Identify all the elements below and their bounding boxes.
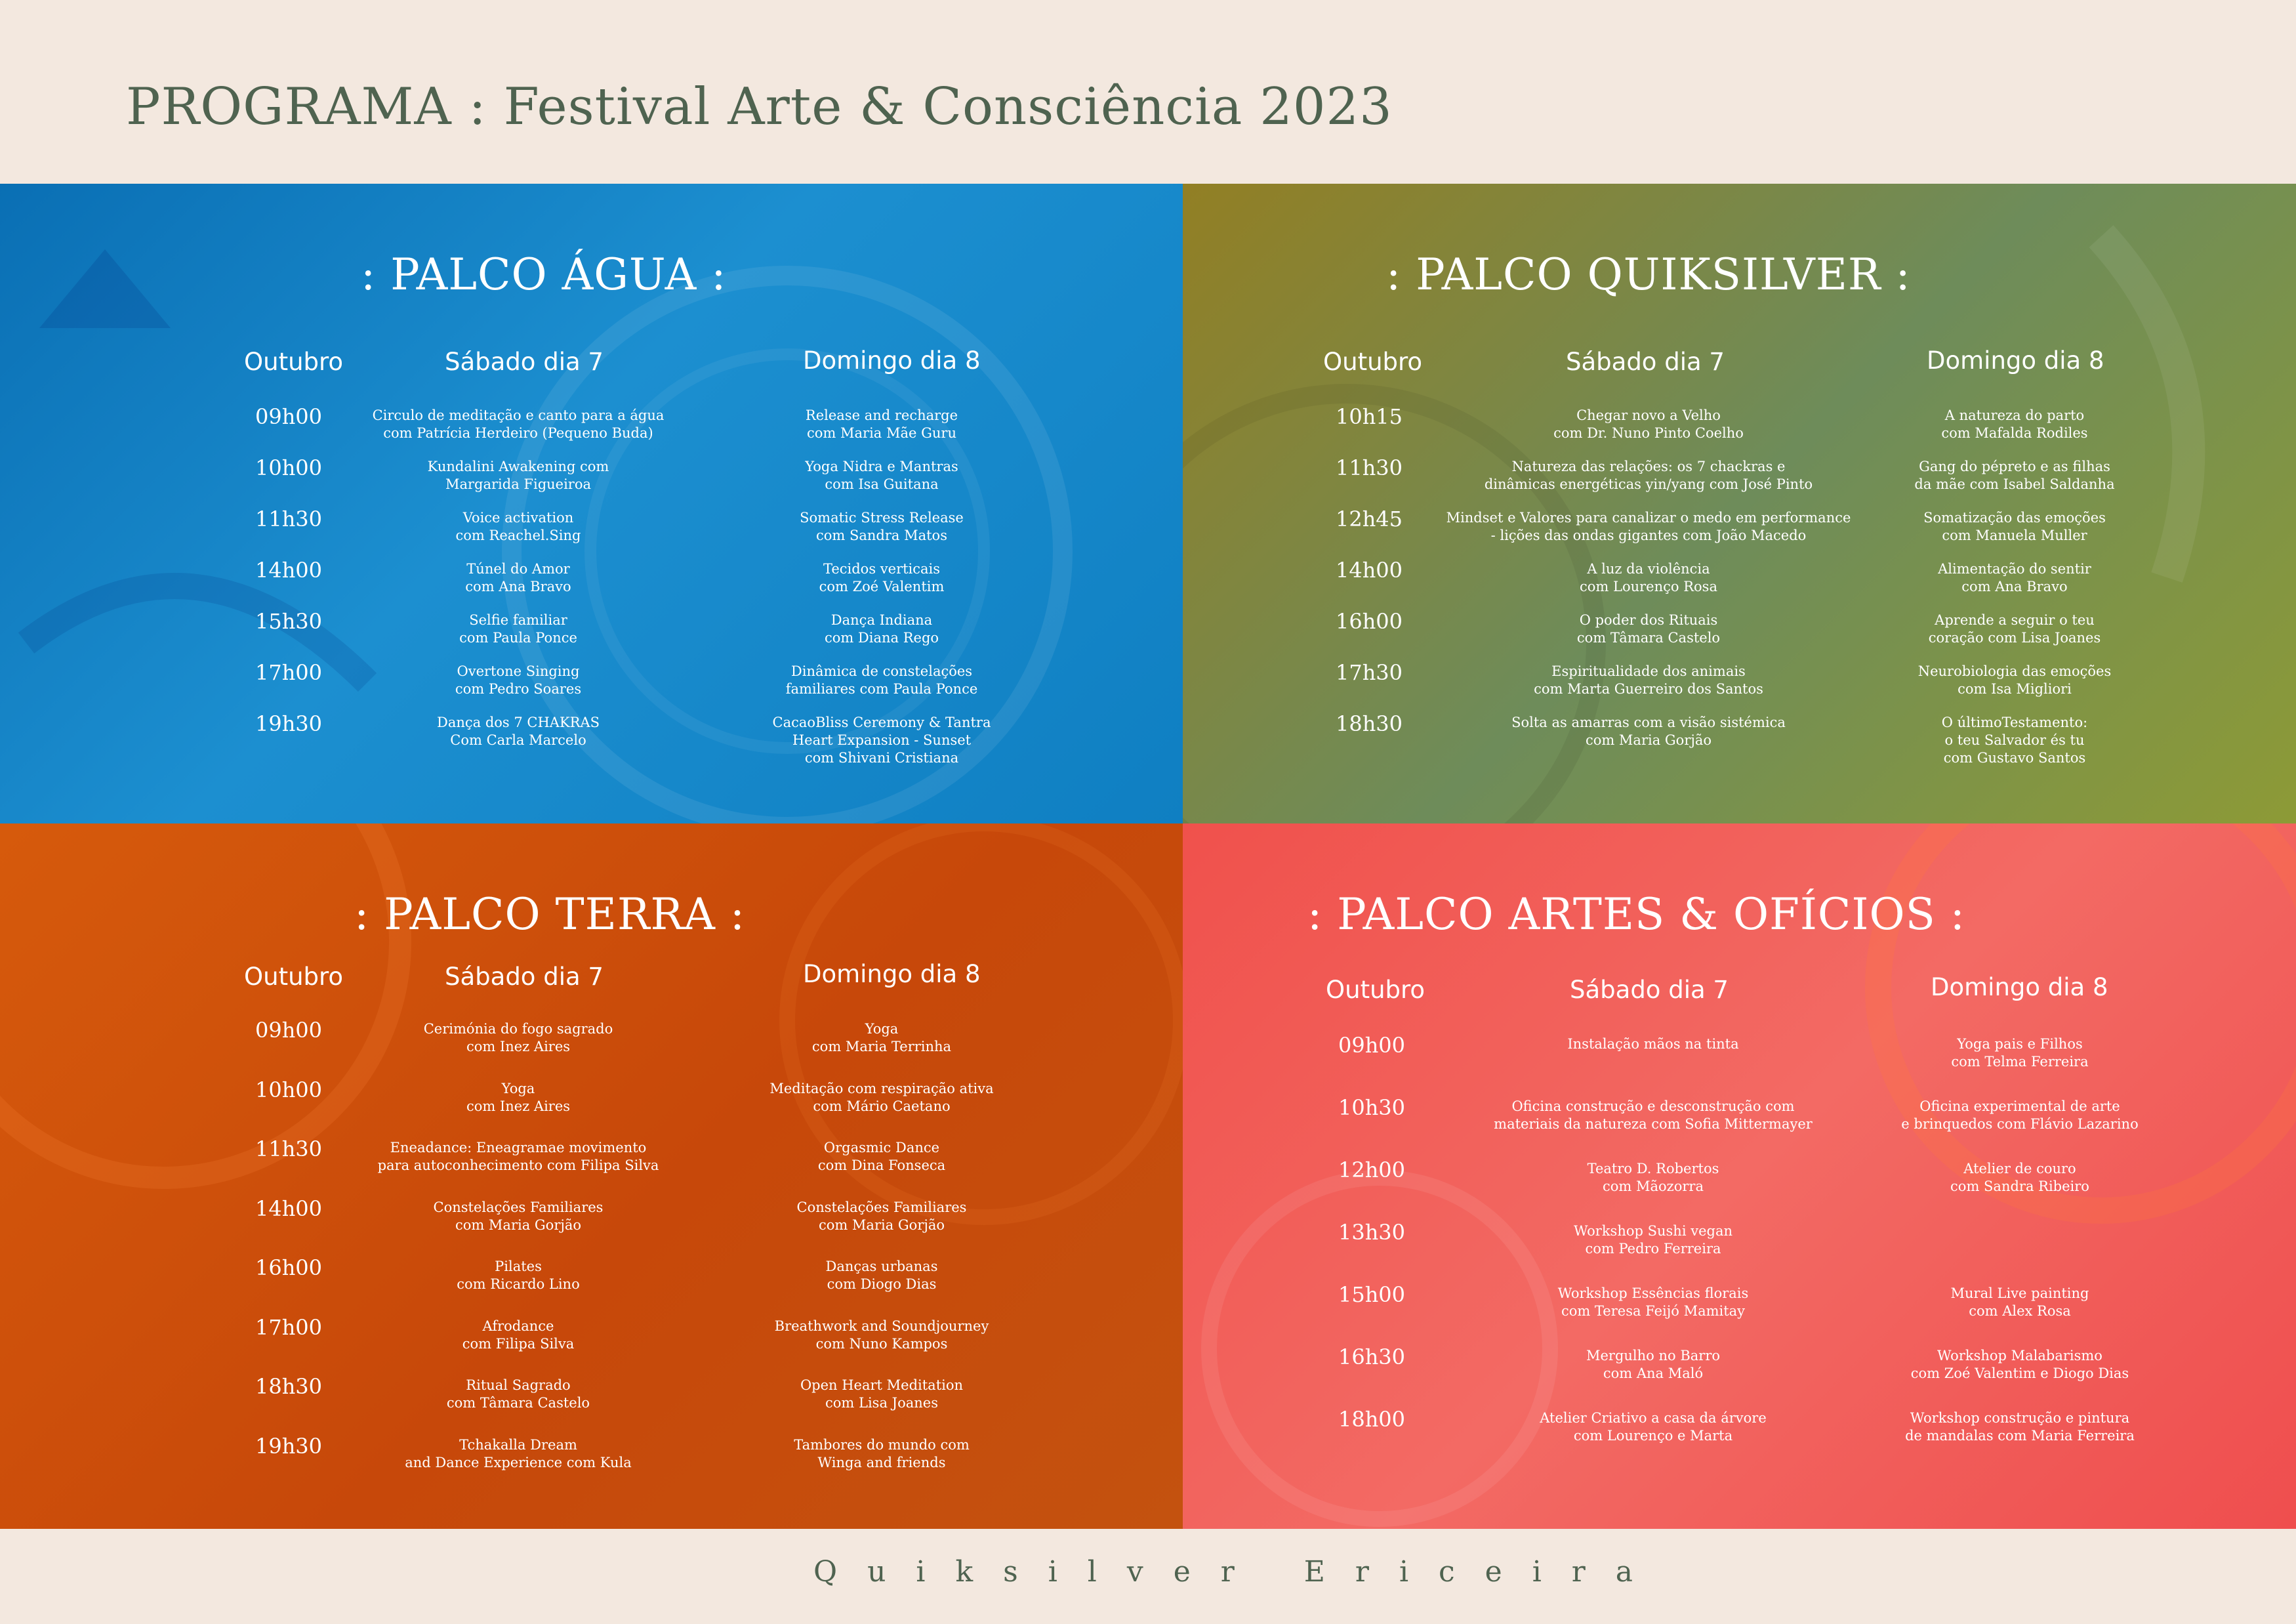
time-slot: 17h00 (255, 1314, 323, 1340)
saturday-event: Teatro D. Robertos com Mãozorra (1587, 1161, 1719, 1194)
sunday-event: A natureza do parto com Mafalda Rodiles (1941, 407, 2088, 441)
sunday-event: Atelier de couro com Sandra Ribeiro (1950, 1161, 2089, 1194)
sunday-event: Aprende a seguir o teu coração com Lisa Joanes (1928, 612, 2101, 646)
sunday-event: Tecidos verticais com Zoé Valentim (819, 561, 945, 594)
time-slot: 19h30 (255, 711, 323, 736)
time-slot: 15h30 (255, 609, 323, 634)
saturday-event: Afrodance com Filipa Silva (462, 1318, 575, 1352)
sunday-event: Oficina experimental de arte e brinquedos com Flávio Lazarino (1901, 1098, 2139, 1132)
time-slot: 16h00 (1335, 609, 1403, 634)
month-header: Outubro (244, 348, 344, 376)
stage-agua-panel (0, 184, 1183, 823)
sunday-event: Dança Indiana com Diana Rego (824, 612, 939, 646)
saturday-event: Overtone Singing com Pedro Soares (455, 663, 582, 697)
time-slot: 11h30 (255, 507, 323, 531)
time-slot: 09h00 (1338, 1033, 1406, 1058)
time-slot: 17h30 (1335, 660, 1403, 685)
month-header: Outubro (244, 963, 344, 991)
sunday-event: Somatic Stress Release com Sandra Matos (800, 510, 964, 543)
month-header: Outubro (1323, 348, 1423, 376)
stage-terra-panel (0, 823, 1183, 1529)
sunday-event: Release and recharge com Maria Mãe Guru (805, 407, 958, 441)
sunday-header: Domingo dia 8 (1931, 973, 2108, 1001)
saturday-event: Selfie familiar com Paula Ponce (459, 612, 577, 646)
sunday-event: Gang do pépreto e as filhas da mãe com Isabel Saldanha (1914, 459, 2115, 492)
saturday-event: Instalação mãos na tinta (1567, 1036, 1739, 1052)
sunday-header: Domingo dia 8 (803, 346, 981, 375)
time-slot: 12h45 (1335, 507, 1403, 531)
sunday-event: Breathwork and Soundjourney com Nuno Kampos (774, 1318, 989, 1352)
saturday-header: Sábado dia 7 (1566, 348, 1725, 376)
time-slot: 18h30 (1335, 711, 1403, 736)
saturday-event: O poder dos Rituais com Tâmara Castelo (1576, 612, 1721, 646)
stage-title: : PALCO ARTES & OFÍCIOS : (1307, 889, 1966, 940)
stage-title: : PALCO ÁGUA : (361, 249, 727, 300)
saturday-event: Tchakalla Dream and Dance Experience com Kula (405, 1436, 632, 1470)
saturday-event: A luz da violência com Lourenço Rosa (1580, 561, 1717, 594)
sunday-event: O últimoTestamento: o teu Salvador és tu com Gustavo Santos (1941, 715, 2088, 766)
saturday-event: Kundalini Awakening com Margarida Figueiroa (427, 459, 609, 492)
sunday-event: Yoga pais e Filhos com Telma Ferreira (1951, 1036, 2089, 1070)
saturday-event: Constelações Familiares com Maria Gorjão (433, 1199, 604, 1233)
time-slot: 10h00 (255, 1077, 323, 1102)
saturday-header: Sábado dia 7 (445, 963, 604, 991)
time-slot: 09h00 (255, 1018, 323, 1043)
saturday-event: Túnel do Amor com Ana Bravo (465, 561, 571, 594)
saturday-event: Solta as amarras com a visão sistémica com Maria Gorjão (1511, 715, 1786, 748)
sunday-event: Tambores do mundo com Winga and friends (794, 1436, 970, 1470)
saturday-event: Ritual Sagrado com Tâmara Castelo (446, 1377, 590, 1411)
saturday-header: Sábado dia 7 (445, 348, 604, 376)
saturday-event: Oficina construção e desconstrução com materiais da natureza com Sofia Mittermayer (1494, 1098, 1813, 1132)
time-slot: 10h15 (1335, 404, 1403, 429)
time-slot: 14h00 (255, 1196, 323, 1221)
sunday-event: CacaoBliss Ceremony & Tantra Heart Expansion - Sunset com Shivani Cristiana (772, 715, 991, 766)
saturday-event: Eneadance: Eneagramae movimento para autoconhecimento com Filipa Silva (377, 1140, 659, 1173)
time-slot: 09h00 (255, 404, 323, 429)
time-slot: 14h00 (255, 558, 323, 583)
stage-quiksilver-panel (1183, 184, 2296, 823)
time-slot: 19h30 (255, 1433, 323, 1459)
stage-title: : PALCO TERRA : (354, 889, 746, 940)
saturday-event: Dança dos 7 CHAKRAS Com Carla Marcelo (436, 715, 600, 748)
sunday-event: Yoga Nidra e Mantras com Isa Guitana (805, 459, 958, 492)
time-slot: 14h00 (1335, 558, 1403, 583)
stage-artes-panel (1183, 823, 2296, 1529)
time-slot: 10h00 (255, 455, 323, 480)
saturday-event: Pilates com Ricardo Lino (457, 1259, 580, 1292)
time-slot: 16h00 (255, 1255, 323, 1280)
time-slot: 16h30 (1338, 1344, 1406, 1369)
sunday-header: Domingo dia 8 (803, 960, 981, 988)
saturday-event: Atelier Criativo a casa da árvore com Lourenço e Marta (1540, 1410, 1767, 1444)
saturday-event: Circulo de meditação e canto para a água com Patrícia Herdeiro (Pequeno Buda) (372, 407, 665, 441)
saturday-event: Mindset e Valores para canalizar o medo em performance - lições das ondas gigantes com João Macedo (1446, 510, 1851, 543)
time-slot: 13h30 (1338, 1220, 1406, 1245)
month-header: Outubro (1326, 976, 1425, 1004)
sunday-event: Somatização das emoções com Manuela Muller (1923, 510, 2106, 543)
time-slot: 11h30 (1335, 455, 1403, 480)
sunday-event: Dinâmica de constelações familiares com Paula Ponce (785, 663, 978, 697)
saturday-event: Workshop Essências florais com Teresa Feijó Mamitay (1557, 1285, 1749, 1319)
sunday-event: Constelações Familiares com Maria Gorjão (796, 1199, 967, 1233)
saturday-event: Yoga com Inez Aires (466, 1080, 571, 1114)
saturday-event: Espiritualidade dos animais com Marta Guerreiro dos Santos (1534, 663, 1763, 697)
time-slot: 11h30 (255, 1136, 323, 1161)
sunday-event: Yoga com Maria Terrinha (811, 1021, 952, 1054)
time-slot: 15h00 (1338, 1282, 1406, 1307)
sunday-event: Workshop Malabarismo com Zoé Valentim e Diogo Dias (1910, 1348, 2129, 1381)
footer-venue: Quiksilver Ericeira (813, 1555, 1664, 1589)
time-slot: 12h00 (1338, 1157, 1406, 1182)
saturday-event: Workshop Sushi vegan com Pedro Ferreira (1573, 1223, 1732, 1257)
saturday-event: Chegar novo a Velho com Dr. Nuno Pinto Coelho (1553, 407, 1744, 441)
sunday-event: Danças urbanas com Diogo Dias (825, 1259, 938, 1292)
sunday-event: Neurobiologia das emoções com Isa Migliori (1917, 663, 2112, 697)
sunday-event: Mural Live painting com Alex Rosa (1950, 1285, 2089, 1319)
sunday-event: Meditação com respiração ativa com Mário Caetano (769, 1080, 994, 1114)
saturday-event: Mergulho no Barro com Ana Maló (1586, 1348, 1720, 1381)
sunday-event: Workshop construção e pintura de mandalas com Maria Ferreira (1905, 1410, 2135, 1444)
page-title: PROGRAMA : Festival Arte & Consciência 2023 (126, 77, 1393, 136)
time-slot: 17h00 (255, 660, 323, 685)
sunday-event: Open Heart Meditation com Lisa Joanes (800, 1377, 964, 1411)
sunday-header: Domingo dia 8 (1927, 346, 2104, 375)
sunday-event: Alimentação do sentir com Ana Bravo (1938, 561, 2091, 594)
time-slot: 10h30 (1338, 1095, 1406, 1120)
stage-title: : PALCO QUIKSILVER : (1386, 249, 1911, 300)
saturday-event: Voice activation com Reachel.Sing (455, 510, 581, 543)
saturday-event: Natureza das relações: os 7 chackras e dinâmicas energéticas yin/yang com José Pinto (1484, 459, 1813, 492)
sunday-event: Orgasmic Dance com Dina Fonseca (817, 1140, 946, 1173)
saturday-event: Cerimónia do fogo sagrado com Inez Aires (423, 1021, 613, 1054)
time-slot: 18h30 (255, 1374, 323, 1399)
saturday-header: Sábado dia 7 (1570, 976, 1729, 1004)
time-slot: 18h00 (1338, 1407, 1406, 1432)
